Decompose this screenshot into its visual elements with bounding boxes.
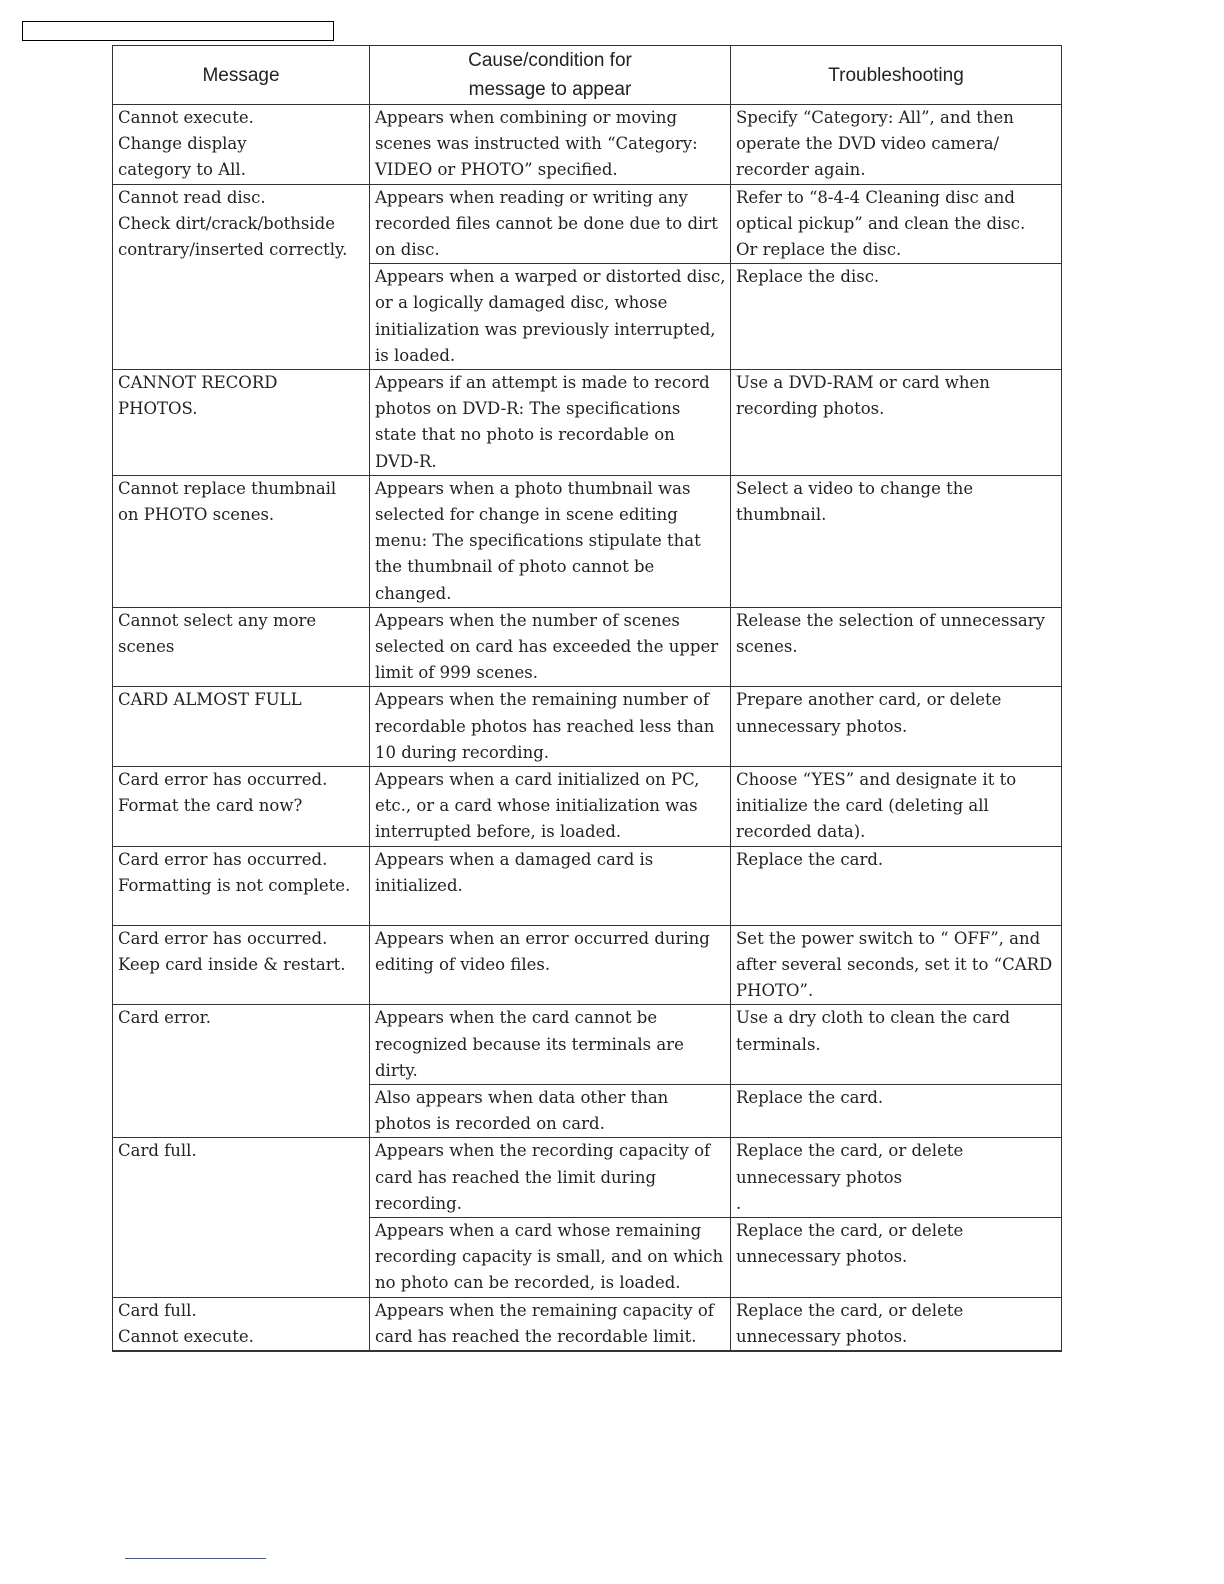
message-cell: Card full. Cannot execute.: [113, 1297, 370, 1351]
troubleshooting-table: [112, 45, 1062, 1352]
header-message: Message: [113, 46, 370, 105]
table-row: [113, 687, 1062, 767]
troubleshooting-cell: Replace the card, or delete unnecessary photos.: [731, 1217, 1062, 1297]
header-troubleshooting: Troubleshooting: [731, 46, 1062, 105]
footer-rule: [125, 1558, 266, 1559]
table-row: [113, 370, 1062, 476]
table-row: [113, 607, 1062, 687]
table-row: [113, 846, 1062, 925]
header-frame-box: [22, 21, 334, 41]
message-cell: Card error has occurred. Formatting is not complete.: [113, 846, 370, 925]
cause-cell: Appears when a card initialized on PC, etc., or a card whose initialization was interrupted before, is loaded.: [370, 767, 731, 847]
table-row: [113, 1297, 1062, 1351]
troubleshooting-cell: Replace the card, or delete unnecessary photos.: [731, 1297, 1062, 1351]
cause-cell: Appears when the number of scenes selected on card has exceeded the upper limit of 999 scenes.: [370, 607, 731, 687]
cause-cell: Appears when an error occurred during editing of video files.: [370, 925, 731, 1005]
message-cell: Card error has occurred. Keep card inside & restart.: [113, 925, 370, 1005]
message-cell: Card error.: [113, 1005, 370, 1138]
troubleshooting-cell: Select a video to change the thumbnail.: [731, 475, 1062, 607]
cause-cell: Appears if an attempt is made to record photos on DVD-R: The specifications state that no photo is recordable on DVD-R.: [370, 370, 731, 476]
table-row: [113, 184, 1062, 264]
troubleshooting-cell: Use a DVD-RAM or card when recording photos.: [731, 370, 1062, 476]
cause-cell: Appears when a damaged card is initialized.: [370, 846, 731, 925]
table-row: [113, 1138, 1062, 1218]
troubleshooting-cell: Replace the card.: [731, 846, 1062, 925]
message-cell: CANNOT RECORD PHOTOS.: [113, 370, 370, 476]
cause-cell: Appears when combining or moving scenes was instructed with “Category: VIDEO or PHOTO” specified.: [370, 105, 731, 185]
message-cell: Cannot select any more scenes: [113, 607, 370, 687]
troubleshooting-cell: Specify “Category: All”, and then operate the DVD video camera/ recorder again.: [731, 105, 1062, 185]
table-row: [113, 767, 1062, 847]
cause-cell: Appears when the card cannot be recognized because its terminals are dirty.: [370, 1005, 731, 1085]
message-cell: Cannot read disc. Check dirt/crack/bothside contrary/inserted correctly.: [113, 184, 370, 369]
troubleshooting-cell: Replace the disc.: [731, 264, 1062, 370]
cause-cell: Appears when reading or writing any recorded files cannot be done due to dirt on disc.: [370, 184, 731, 264]
message-cell: Cannot execute. Change display category to All.: [113, 105, 370, 185]
message-cell: CARD ALMOST FULL: [113, 687, 370, 767]
troubleshooting-cell: Release the selection of unnecessary scenes.: [731, 607, 1062, 687]
troubleshooting-cell: Replace the card, or delete unnecessary photos .: [731, 1138, 1062, 1218]
message-cell: Card error has occurred. Format the card now?: [113, 767, 370, 847]
troubleshooting-cell: Set the power switch to “ OFF”, and after several seconds, set it to “CARD PHOTO”.: [731, 925, 1062, 1005]
cause-cell: Appears when the recording capacity of card has reached the limit during recording.: [370, 1138, 731, 1218]
troubleshooting-cell: Refer to “8-4-4 Cleaning disc and optical pickup” and clean the disc. Or replace the disc.: [731, 184, 1062, 264]
cause-cell: Also appears when data other than photos is recorded on card.: [370, 1084, 731, 1137]
message-cell: Card full.: [113, 1138, 370, 1297]
cause-cell: Appears when a card whose remaining recording capacity is small, and on which no photo can be recorded, is loaded.: [370, 1217, 731, 1297]
cause-cell: Appears when the remaining capacity of card has reached the recordable limit.: [370, 1297, 731, 1351]
table-header-row: [113, 46, 1062, 105]
table-row: [113, 105, 1062, 185]
message-cell: Cannot replace thumbnail on PHOTO scenes.: [113, 475, 370, 607]
troubleshooting-cell: Replace the card.: [731, 1084, 1062, 1137]
cause-cell: Appears when a photo thumbnail was selected for change in scene editing menu: The specifications stipulate that the thumbnail of photo cannot be changed.: [370, 475, 731, 607]
troubleshooting-cell: Prepare another card, or delete unnecessary photos.: [731, 687, 1062, 767]
troubleshooting-cell: Use a dry cloth to clean the card terminals.: [731, 1005, 1062, 1085]
table-row: [113, 925, 1062, 1005]
table-row: [113, 1005, 1062, 1085]
cause-cell: Appears when a warped or distorted disc, or a logically damaged disc, whose initialization was previously interrupted, is loaded.: [370, 264, 731, 370]
troubleshooting-cell: Choose “YES” and designate it to initialize the card (deleting all recorded data).: [731, 767, 1062, 847]
header-cause: Cause/condition for message to appear: [370, 46, 731, 105]
cause-cell: Appears when the remaining number of recordable photos has reached less than 10 during recording.: [370, 687, 731, 767]
table-row: [113, 475, 1062, 607]
